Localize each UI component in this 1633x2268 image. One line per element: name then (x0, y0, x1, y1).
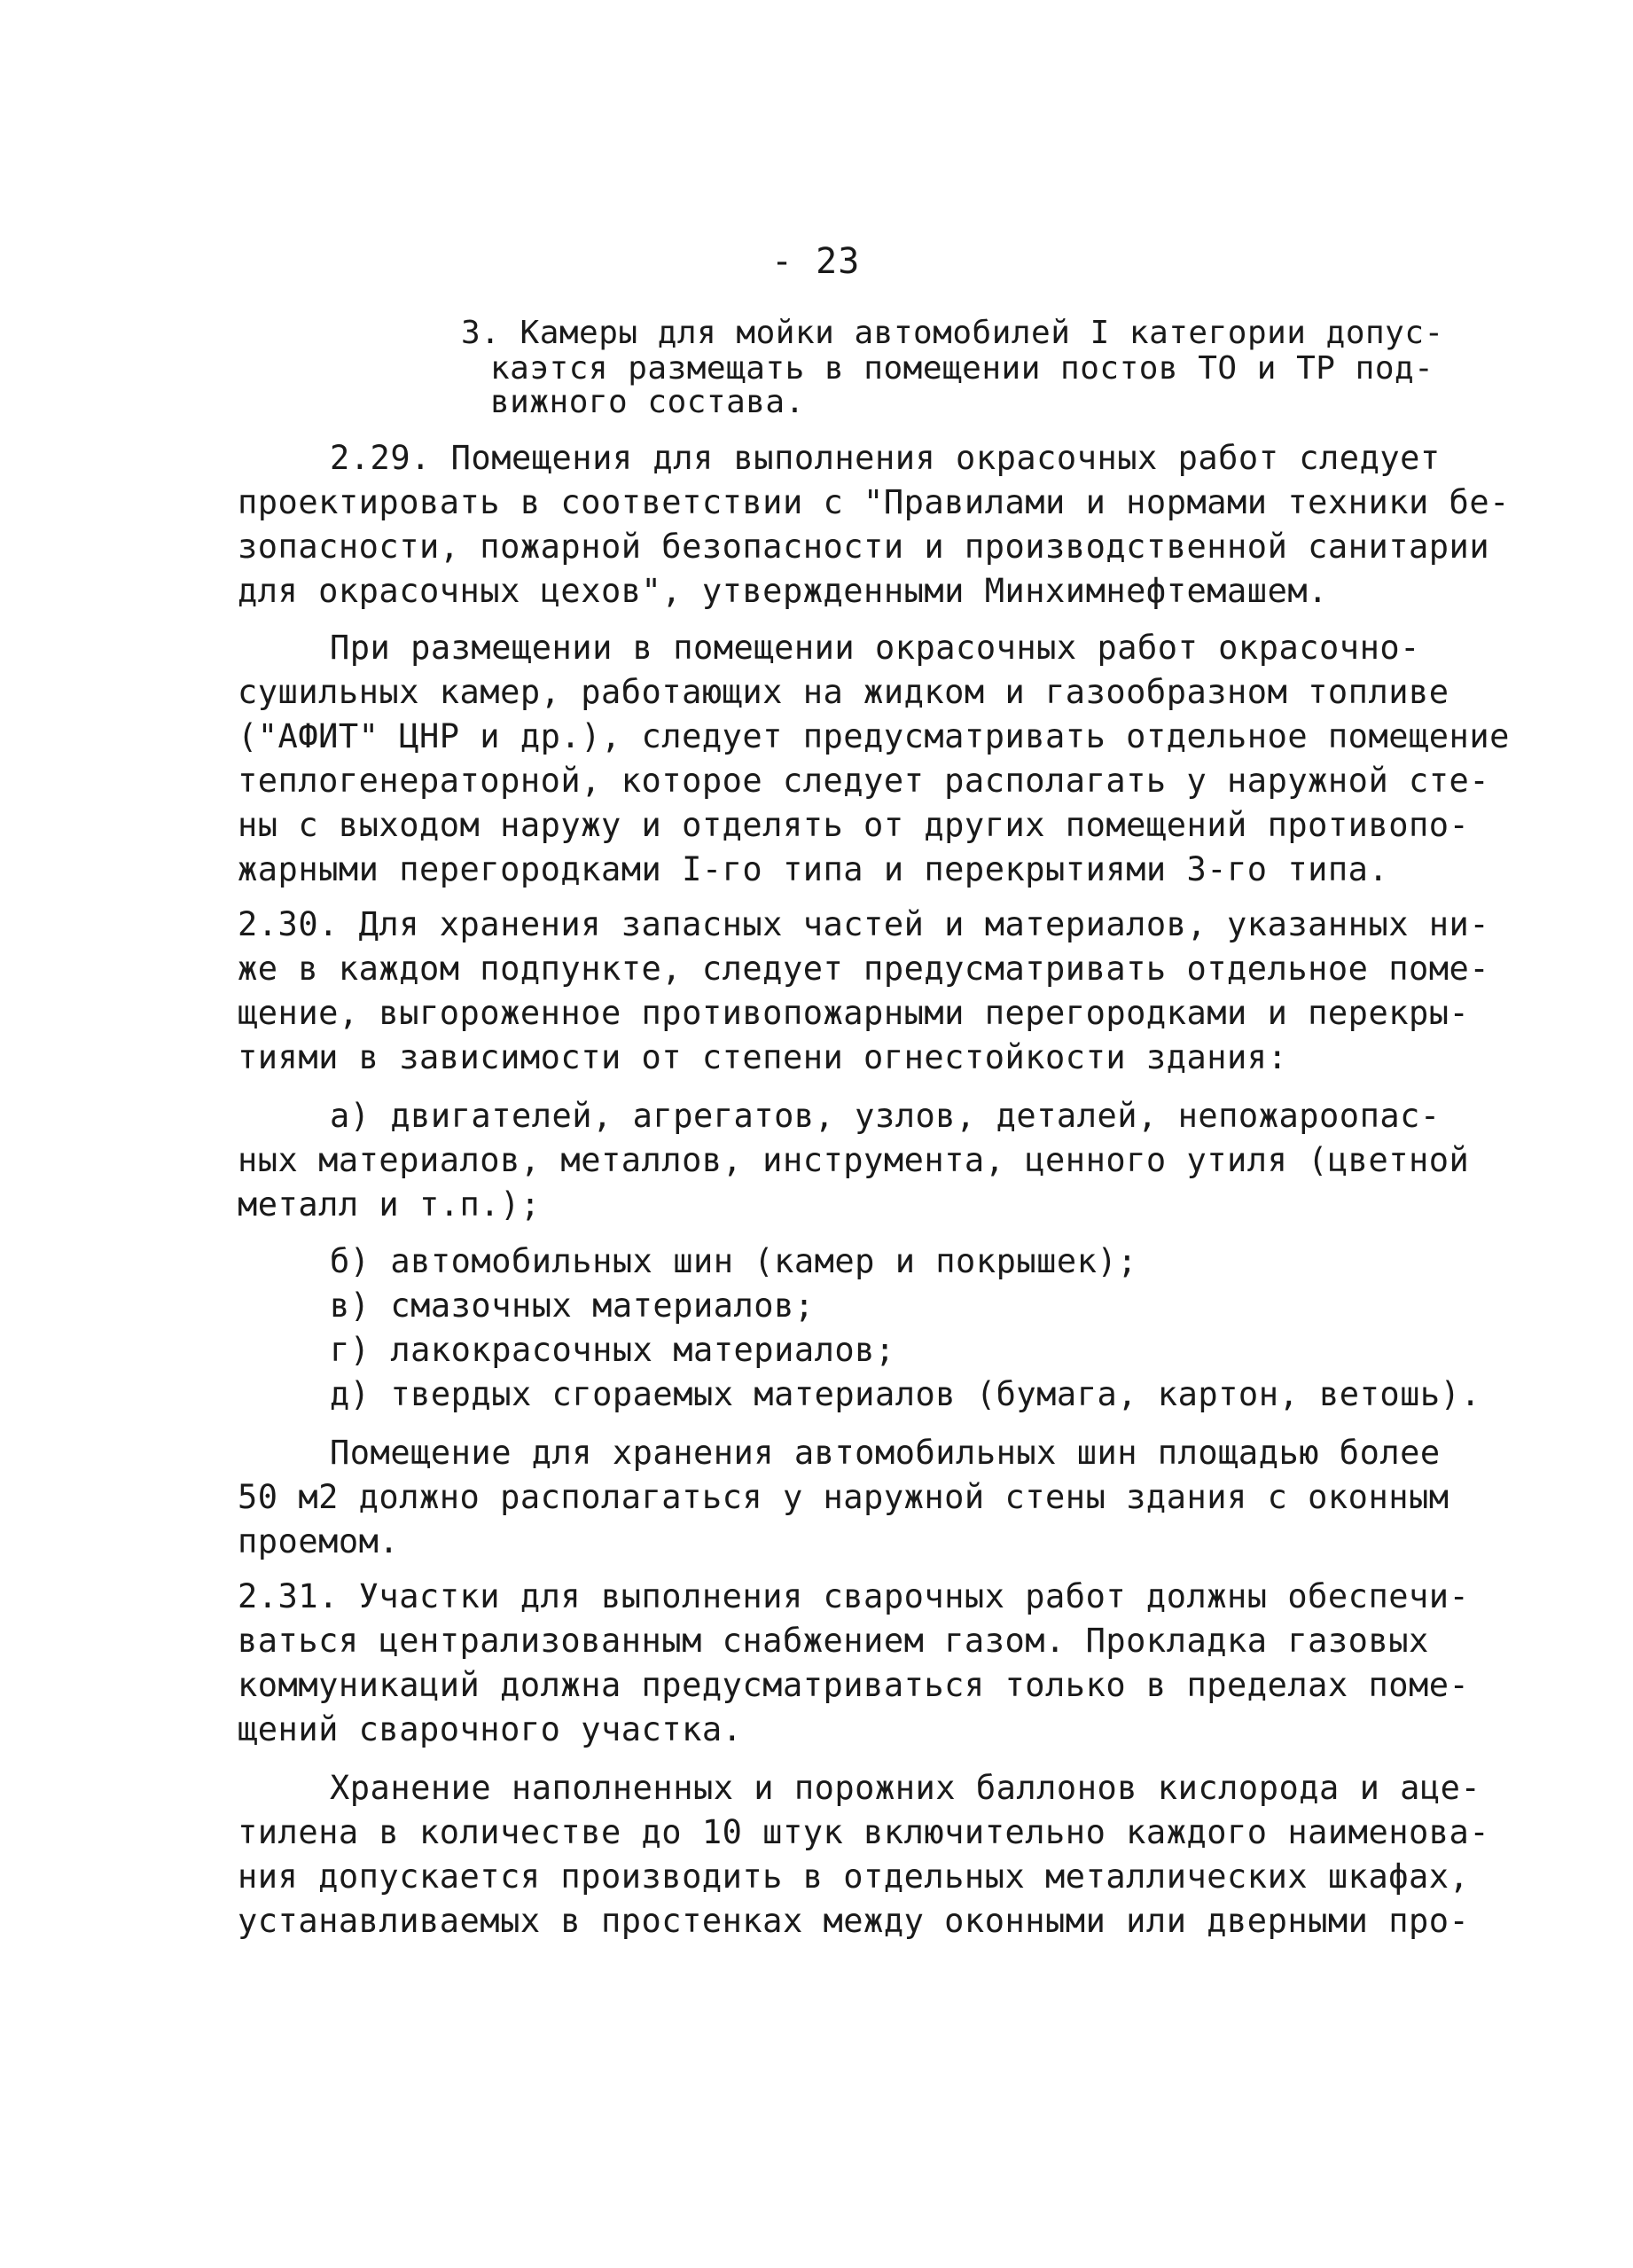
paragraph-line: ния допускается производить в отдельных металлических шкафах, (238, 1857, 1470, 1896)
paragraph-line: 50 м2 должно располагаться у наружной стены здания с оконным (238, 1478, 1449, 1516)
paragraph-line: ны с выходом наружу и отделять от других помещений противопо- (238, 806, 1470, 844)
paragraph-line: тилена в количестве до 10 штук включительно каждого наименова- (238, 1813, 1490, 1851)
paragraph-line: для окрасочных цехов", утвержденными Минхимнефтемашем. (238, 572, 1328, 610)
paragraph-line: Хранение наполненных и порожних баллонов кислорода и аце- (330, 1769, 1481, 1807)
paragraph-line: При размещении в помещении окрасочных работ окрасочно- (330, 629, 1420, 667)
page-number: - 23 (771, 241, 861, 282)
paragraph-line: же в каждом подпункте, следует предусматривать отдельное поме- (238, 950, 1490, 988)
paragraph-line: зопасности, пожарной безопасности и производственной санитарии (238, 528, 1490, 566)
paragraph-line: устанавливаемых в простенках между оконными или дверными про- (238, 1902, 1470, 1940)
paragraph-line: 2.31. Участки для выполнения сварочных работ должны обеспечи- (238, 1577, 1470, 1615)
list-item: б) автомобильных шин (камер и покрышек); (330, 1242, 1138, 1280)
list-item: в) смазочных материалов; (330, 1287, 815, 1325)
paragraph-line: коммуникаций должна предусматриваться только в пределах поме- (238, 1666, 1470, 1704)
list-item: металл и т.п.); (238, 1185, 541, 1224)
paragraph-line: жарными перегородками I-го типа и перекрытиями 3-го типа. (238, 850, 1389, 888)
paragraph-line: ("АФИТ" ЦНР и др.), следует предусматривать отдельное помещение (238, 717, 1510, 755)
paragraph-line: тиями в зависимости от степени огнестойкости здания: (238, 1038, 1288, 1076)
list-item: д) твердых сгораемых материалов (бумага, картон, ветошь). (330, 1375, 1481, 1413)
paragraph-line: Помещение для хранения автомобильных шин площадью более (330, 1434, 1441, 1472)
paragraph-line: проектировать в соответствии с "Правилами и нормами техники бе- (238, 483, 1510, 521)
paragraph-line: 2.30. Для хранения запасных частей и материалов, указанных ни- (238, 905, 1490, 943)
paragraph-line: щений сварочного участка. (238, 1710, 743, 1748)
paragraph-line: сушильных камер, работающих на жидком и газообразном топливе (238, 673, 1449, 711)
list-item: г) лакокрасочных материалов; (330, 1331, 895, 1369)
note-line: вижного состава. (490, 384, 805, 420)
paragraph-line: ваться централизованным снабжением газом. Прокладка газовых (238, 1622, 1429, 1660)
paragraph-line: теплогенераторной, которое следует располагать у наружной сте- (238, 762, 1490, 800)
list-item: ных материалов, металлов, инструмента, ценного утиля (цветной (238, 1141, 1470, 1179)
paragraph-line: проемом. (238, 1522, 400, 1560)
note-line: каэтся размещать в помещении постов ТО и ТР под- (490, 350, 1434, 387)
list-item: а) двигателей, агрегатов, узлов, деталей, непожароопас- (330, 1097, 1441, 1135)
note-line: 3. Камеры для мойки автомобилей I категории допус- (461, 315, 1444, 351)
paragraph-line: 2.29. Помещения для выполнения окрасочных работ следует (330, 439, 1441, 477)
paragraph-line: щение, выгороженное противопожарными перегородками и перекры- (238, 994, 1470, 1032)
